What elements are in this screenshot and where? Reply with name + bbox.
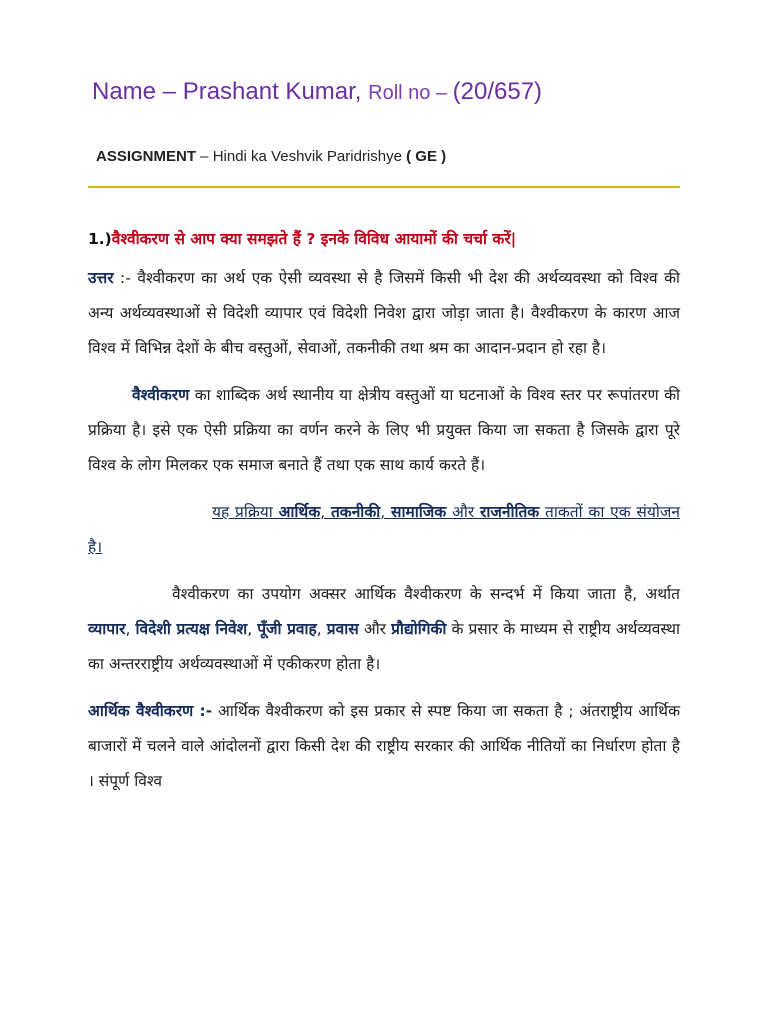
header-comma: ,	[354, 78, 369, 105]
p4-bold-5: प्रौद्योगिकी	[391, 620, 447, 638]
roll-label: Roll no –	[368, 82, 453, 104]
paragraph-5-text: आर्थिक वैश्वीकरण को इस प्रकार से स्पष्ट किया जा सकता है ; अंतराष्ट्रीय आर्थिक बाजारों में चलने वाले आंदोलनों द्वारा किसी देश की राष्ट्रीय सरकार की आर्थिक नीतियों का निर्धारण होता है । संपूर्ण विश्व	[88, 702, 680, 790]
p3-sep-3: और	[446, 503, 480, 521]
assignment-dash: –	[196, 148, 213, 165]
p3-bold-1: आर्थिक	[278, 503, 321, 521]
p4-text-d: के प्रसार के माध्यम से राष्ट्रीय अर्थव्यवस्था का अन्तरराष्ट्रीय अर्थव्यवस्थाओं में एकीकरण होता है।	[88, 620, 680, 673]
p4-sep-4: और	[358, 620, 392, 638]
paragraph-2-text: का शाब्दिक अर्थ स्थानीय या क्षेत्रीय वस्तुओं या घटनाओं के विश्व स्तर पर रूपांतरण की प्रक्रिया है। इसे एक ऐसी प्रक्रिया का वर्णन करने के लिए भी प्रयुक्त किया जा सकता है जिसके द्वारा पूरे विश्व के लोग मिलकर एक समाज बनाते हैं तथा एक साथ कार्य करते हैं।	[88, 386, 680, 474]
p3-sep-2: ,	[380, 503, 391, 521]
p3-bold-4: राजनीतिक	[479, 503, 540, 521]
divider-line	[88, 186, 680, 188]
student-header	[92, 78, 542, 106]
assignment-title: Hindi ka Veshvik Paridrishye	[212, 148, 402, 165]
p4-bold-3: पूँजी प्रवाह	[257, 620, 317, 638]
p4-text-a: वैश्वीकरण का उपयोग अक्सर आर्थिक वैश्वीकरण के सन्दर्भ में किया जाता है, अर्थात	[172, 585, 680, 603]
p3-bold-2: तकनीकी	[330, 503, 381, 521]
assignment-label: ASSIGNMENT	[96, 148, 197, 165]
paragraph-4	[88, 577, 680, 682]
assignment-line	[96, 148, 446, 165]
assignment-tag: ( GE )	[401, 148, 447, 165]
p4-sep-2: ,	[247, 620, 258, 638]
p4-bold-2: विदेशी प्रत्यक्ष निवेश	[135, 620, 248, 638]
p3-text-a: यह प्रक्रिया	[212, 503, 279, 521]
question-number: 1.)	[88, 230, 112, 248]
answer-label: उत्तर	[88, 269, 114, 287]
paragraph-2-bold: वैश्वीकरण	[132, 386, 190, 404]
paragraph-5-bold: आर्थिक वैश्वीकरण :-	[88, 702, 213, 720]
answer-body	[88, 222, 680, 811]
p4-bold-1: व्यापार	[88, 620, 126, 638]
question-heading	[88, 222, 680, 257]
paragraph-2	[88, 378, 680, 483]
paragraph-1-text: :- वैश्वीकरण का अर्थ एक ऐसी व्यवस्था से है जिसमें किसी भी देश की अर्थव्यवस्था को विश्व की अन्य अर्थव्यवस्थाओं से विदेशी व्यापार एवं विदेशी निवेश द्वारा जोड़ा जाता है। वैश्वीकरण के कारण आज विश्व में विभिन्न देशों के बीच वस्तुओं, सेवाओं, तकनीकी तथा श्रम का आदान-प्रदान हो रहा है।	[88, 269, 680, 357]
name-label: Name –	[92, 78, 183, 105]
p4-sep-3: ,	[316, 620, 327, 638]
paragraph-3	[88, 495, 680, 565]
p3-sep-1: ,	[320, 503, 331, 521]
paragraph-5	[88, 694, 680, 799]
student-name: Prashant Kumar	[182, 78, 355, 105]
paragraph-1	[88, 261, 680, 366]
p4-bold-4: प्रवास	[326, 620, 359, 638]
p4-sep-1: ,	[125, 620, 136, 638]
question-text: वैश्वीकरण से आप क्या समझते हैं ? इनके विविध आयामों की चर्चा करें|	[111, 230, 517, 248]
p3-bold-3: सामाजिक	[390, 503, 447, 521]
p3-text-d: ताकतों का एक संयोजन है।	[88, 503, 680, 556]
roll-number: (20/657)	[452, 78, 543, 105]
